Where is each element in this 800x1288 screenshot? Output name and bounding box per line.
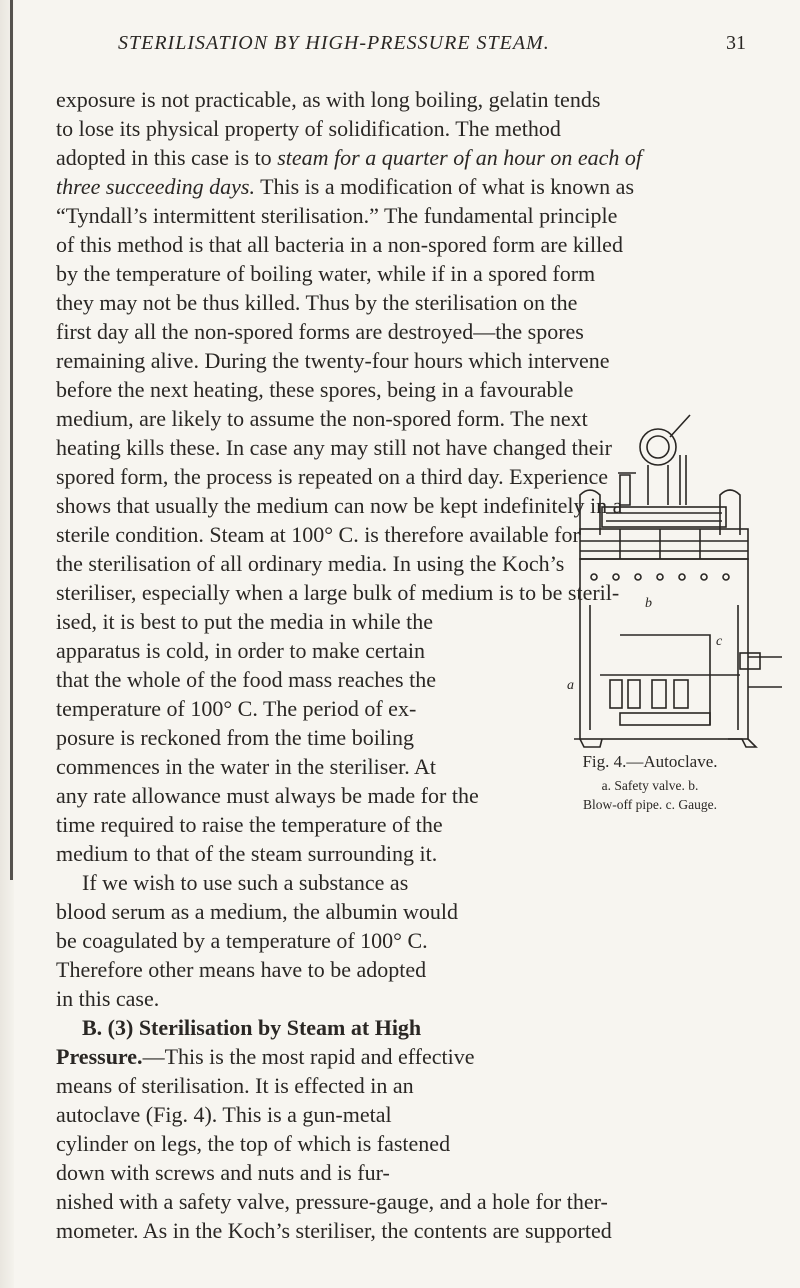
text-line: three succeeding days. This is a modification of what is known as [56, 174, 635, 199]
text-line: posure is reckoned from the time boiling [56, 725, 415, 750]
text-line: that the whole of the food mass reaches the [56, 667, 436, 692]
figure-caption: Fig. 4.—Autoclave. [582, 752, 718, 771]
section-heading: B. (3) Sterilisation by Steam at High [82, 1015, 422, 1040]
figure-label-c: c [716, 634, 723, 649]
text-line: adopted in this case is to steam for a quarter of an hour on each of [56, 145, 643, 170]
text-line: in this case. [56, 986, 160, 1011]
figure-label-a: a [567, 678, 574, 693]
text-line: blood serum as a medium, the albumin would [56, 899, 459, 924]
text-line: sterile condition. Steam at 100° C. is therefore available for [56, 522, 580, 547]
text-line: down with screws and nuts and is fur- [56, 1160, 390, 1185]
figure-legend: a. Safety valve. b. [601, 778, 699, 793]
text-line: heating kills these. In case any may still not have changed their [56, 435, 612, 460]
text-line: “Tyndall’s intermittent sterilisation.” The fundamental principle [56, 203, 618, 228]
text-line: of this method is that all bacteria in a non-spored form are killed [56, 232, 623, 257]
text-line: temperature of 100° C. The period of ex- [56, 696, 417, 721]
text-line: by the temperature of boiling water, while if in a spored form [56, 261, 596, 286]
autoclave-illustration [560, 395, 790, 750]
text-line: mometer. As in the Koch’s steriliser, the contents are supported [56, 1218, 612, 1243]
text-line: autoclave (Fig. 4). This is a gun-metal [56, 1102, 392, 1127]
text-line: If we wish to use such a substance as [82, 870, 409, 895]
text-line: steriliser, especially when a large bulk of medium is to be steril- [56, 580, 620, 605]
figure-legend: Blow-off pipe. c. Gauge. [583, 797, 717, 812]
page-number: 31 [726, 32, 746, 54]
text-line: means of sterilisation. It is effected in an [56, 1073, 414, 1098]
text-line: to lose its physical property of solidification. The method [56, 116, 561, 141]
text-line: cylinder on legs, the top of which is fastened [56, 1131, 451, 1156]
text-line: exposure is not practicable, as with long boiling, gelatin tends [56, 87, 601, 112]
text-line: ised, it is best to put the media in while the [56, 609, 433, 634]
text-line: the sterilisation of all ordinary media. In using the Koch’s [56, 551, 565, 576]
text-line: any rate allowance must always be made for the [56, 783, 479, 808]
text-line: before the next heating, these spores, being in a favourable [56, 377, 574, 402]
text-line: apparatus is cold, in order to make certain [56, 638, 425, 663]
text-line: they may not be thus killed. Thus by the sterilisation on the [56, 290, 578, 315]
text-line: be coagulated by a temperature of 100° C. [56, 928, 428, 953]
text-line: spored form, the process is repeated on a third day. Experience [56, 464, 609, 489]
text-line: time required to raise the temperature of the [56, 812, 443, 837]
text-line: first day all the non-spored forms are destroyed—the spores [56, 319, 584, 344]
text-line: commences in the water in the steriliser. At [56, 754, 437, 779]
text-line: Therefore other means have to be adopted [56, 957, 427, 982]
text-line: remaining alive. During the twenty-four hours which intervene [56, 348, 610, 373]
text-line: medium to that of the steam surrounding it. [56, 841, 438, 866]
text-line: Pressure.—This is the most rapid and effective [56, 1044, 475, 1069]
text-line: medium, are likely to assume the non-spored form. The next [56, 406, 588, 431]
text-line: shows that usually the medium can now be kept indefinitely in a [56, 493, 623, 518]
binding-edge [10, 0, 13, 880]
running-title: STERILISATION BY HIGH-PRESSURE STEAM. [118, 32, 550, 54]
text-line: nished with a safety valve, pressure-gauge, and a hole for ther- [56, 1189, 608, 1214]
figure-label-b: b [645, 596, 652, 611]
